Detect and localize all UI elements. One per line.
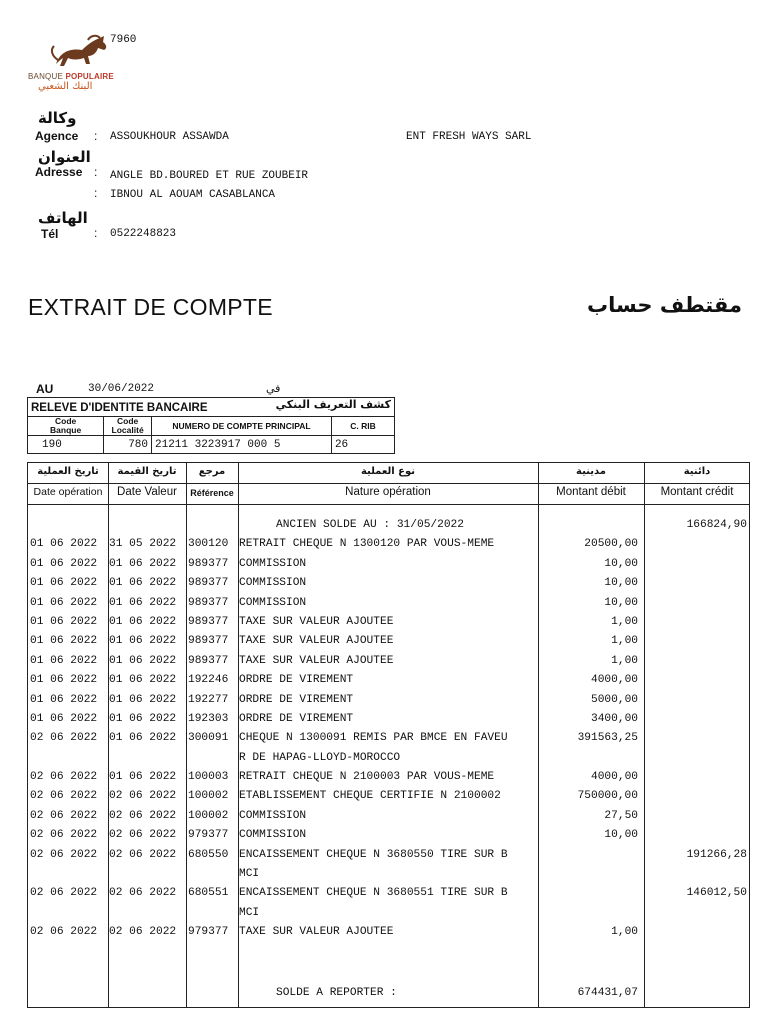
reference: 100003 xyxy=(188,771,229,784)
bank-name-latin-1: BANQUE xyxy=(28,72,63,81)
date-operation: 02 06 2022 xyxy=(30,887,98,900)
debit-amount: 4000,00 xyxy=(591,674,638,687)
nature-operation: COMMISSION xyxy=(239,596,307,609)
header-nature-ar: نوع العملية xyxy=(360,466,416,477)
reference: 100002 xyxy=(188,809,229,822)
table-row xyxy=(27,730,750,749)
rib-header-crib: C. RIB xyxy=(331,417,394,436)
debit-amount: 5000,00 xyxy=(591,693,638,706)
date-valeur: 01 06 2022 xyxy=(109,674,177,687)
nature-operation: COMMISSION xyxy=(239,829,307,842)
agency-label: Agence xyxy=(35,129,79,143)
date-valeur: 01 06 2022 xyxy=(109,732,177,745)
reference: 989377 xyxy=(188,557,229,570)
rib-header-code-banque-1: Code xyxy=(54,416,77,426)
rib-code-localite: 780 xyxy=(104,436,152,454)
rib-title-ar: كشف التعريف البنكي xyxy=(275,398,391,411)
address-label: Adresse xyxy=(35,165,83,179)
date-operation: 02 06 2022 xyxy=(30,829,98,842)
rib-header-code-localite-2: Localité xyxy=(111,425,144,435)
debit-amount: 1,00 xyxy=(611,654,638,667)
nature-operation: ETABLISSEMENT CHEQUE CERTIFIE N 2100002 xyxy=(239,790,501,803)
nature-operation: MCI xyxy=(239,868,260,881)
date-valeur: 01 06 2022 xyxy=(109,577,177,590)
document-number: 7960 xyxy=(110,34,137,46)
date-valeur: 02 06 2022 xyxy=(109,829,177,842)
date-valeur: 01 06 2022 xyxy=(109,615,177,628)
address-line-1: ANGLE BD.BOURED ET RUE ZOUBEIR xyxy=(110,170,309,182)
header-ref-ar: مرجع xyxy=(198,466,226,477)
debit-amount: 1,00 xyxy=(611,635,638,648)
nature-operation: ENCAISSEMENT CHEQUE N 3680550 TIRE SUR B xyxy=(239,848,508,861)
date-operation: 02 06 2022 xyxy=(30,771,98,784)
closing-balance-label: SOLDE A REPORTER : xyxy=(276,987,397,999)
header-date-op-ar: تاريخ العملية xyxy=(37,466,99,477)
nature-operation: COMMISSION xyxy=(239,577,307,590)
date-valeur: 02 06 2022 xyxy=(109,848,177,861)
reference: 192303 xyxy=(188,712,229,725)
debit-amount: 1,00 xyxy=(611,926,638,939)
date-operation: 02 06 2022 xyxy=(30,809,98,822)
nature-operation: MCI xyxy=(239,906,260,919)
date-operation: 02 06 2022 xyxy=(30,926,98,939)
nature-operation: ORDRE DE VIREMENT xyxy=(239,674,354,687)
header-divider xyxy=(28,504,749,505)
reference: 979377 xyxy=(188,829,229,842)
date-valeur: 01 06 2022 xyxy=(109,635,177,648)
debit-amount: 10,00 xyxy=(604,577,638,590)
client-name: ENT FRESH WAYS SARL xyxy=(406,131,532,143)
rib-header-numero: NUMERO DE COMPTE PRINCIPAL xyxy=(152,417,332,436)
reference: 989377 xyxy=(188,635,229,648)
date-valeur: 01 06 2022 xyxy=(109,771,177,784)
reference: 989377 xyxy=(188,654,229,667)
date-valeur: 02 06 2022 xyxy=(109,926,177,939)
date-operation: 02 06 2022 xyxy=(30,790,98,803)
opening-balance-row xyxy=(27,517,750,536)
table-row xyxy=(27,692,750,711)
phone-label: Tél xyxy=(41,227,59,241)
credit-amount: 146012,50 xyxy=(686,887,747,900)
table-row xyxy=(27,575,750,594)
header-credit-ar: دائنية xyxy=(683,466,711,477)
phone-value: 0522248823 xyxy=(110,228,177,240)
table-row xyxy=(27,847,750,866)
rib-header-code-localite xyxy=(104,417,152,436)
debit-amount: 4000,00 xyxy=(591,771,638,784)
table-row xyxy=(27,788,750,807)
date-valeur: 02 06 2022 xyxy=(109,887,177,900)
header-date-val-ar: تاريخ القيمة xyxy=(117,466,177,477)
rib-table xyxy=(27,397,395,454)
debit-amount: 10,00 xyxy=(604,557,638,570)
agency-value: ASSOUKHOUR ASSAWDA xyxy=(110,131,229,143)
reference: 192246 xyxy=(188,674,229,687)
header-date-val: Date Valeur xyxy=(117,486,177,498)
bank-name-latin-2: POPULAIRE xyxy=(65,72,114,81)
table-row xyxy=(27,905,750,924)
date-valeur: 02 06 2022 xyxy=(109,790,177,803)
table-row xyxy=(27,711,750,730)
nature-operation: COMMISSION xyxy=(239,809,307,822)
date-operation: 01 06 2022 xyxy=(30,557,98,570)
nature-operation: RETRAIT CHEQUE N 1300120 PAR VOUS-MEME xyxy=(239,538,495,551)
nature-operation: TAXE SUR VALEUR AJOUTEE xyxy=(239,654,394,667)
header-divider xyxy=(28,483,749,484)
date-valeur: 01 06 2022 xyxy=(109,596,177,609)
table-row xyxy=(27,827,750,846)
debit-amount: 10,00 xyxy=(604,596,638,609)
debit-amount: 10,00 xyxy=(604,829,638,842)
colon: : xyxy=(94,226,98,240)
date-operation: 02 06 2022 xyxy=(30,732,98,745)
rib-account-number: 21211 3223917 000 5 xyxy=(152,436,332,454)
statement-date-label-ar: في xyxy=(266,382,281,395)
date-valeur: 02 06 2022 xyxy=(109,809,177,822)
address-line-2: IBNOU AL AOUAM CASABLANCA xyxy=(110,189,276,201)
credit-amount: 191266,28 xyxy=(686,848,747,861)
address-label-ar: العنوان xyxy=(38,148,91,166)
nature-operation: ORDRE DE VIREMENT xyxy=(239,712,354,725)
table-row xyxy=(27,614,750,633)
date-operation: 01 06 2022 xyxy=(30,596,98,609)
table-row xyxy=(27,536,750,555)
table-row xyxy=(27,672,750,691)
rib-header-code-banque-2: Banque xyxy=(50,425,82,435)
reference: 300091 xyxy=(188,732,229,745)
reference: 100002 xyxy=(188,790,229,803)
table-row xyxy=(27,808,750,827)
rib-header-code-localite-1: Code xyxy=(116,416,139,426)
debit-amount: 750000,00 xyxy=(577,790,638,803)
nature-operation: TAXE SUR VALEUR AJOUTEE xyxy=(239,926,394,939)
nature-operation: TAXE SUR VALEUR AJOUTEE xyxy=(239,635,394,648)
colon: : xyxy=(94,129,98,143)
nature-operation: TAXE SUR VALEUR AJOUTEE xyxy=(239,615,394,628)
date-valeur: 01 06 2022 xyxy=(109,557,177,570)
debit-amount: 20500,00 xyxy=(584,538,638,551)
table-row xyxy=(27,653,750,672)
nature-operation: RETRAIT CHEQUE N 2100003 PAR VOUS-MEME xyxy=(239,771,495,784)
statement-date: 30/06/2022 xyxy=(88,383,155,395)
rib-key: 26 xyxy=(331,436,394,454)
closing-balance-debit: 674431,07 xyxy=(577,987,638,999)
transaction-rows xyxy=(27,517,750,944)
header-debit-ar: مدينية xyxy=(576,466,606,477)
opening-balance-label: ANCIEN SOLDE AU : 31/05/2022 xyxy=(276,519,464,531)
table-row xyxy=(27,556,750,575)
date-valeur: 31 05 2022 xyxy=(109,538,177,551)
date-operation: 01 06 2022 xyxy=(30,538,98,551)
colon: : xyxy=(94,165,98,179)
reference: 680550 xyxy=(188,848,229,861)
rib-header-code-banque xyxy=(28,417,104,436)
opening-balance-credit: 166824,90 xyxy=(686,519,747,531)
table-row xyxy=(27,750,750,769)
debit-amount: 391563,25 xyxy=(577,732,638,745)
date-operation: 01 06 2022 xyxy=(30,654,98,667)
date-operation: 01 06 2022 xyxy=(30,674,98,687)
bank-name-arabic: البنك الشعبي xyxy=(38,81,93,92)
reference: 192277 xyxy=(188,693,229,706)
date-operation: 01 06 2022 xyxy=(30,712,98,725)
table-row xyxy=(27,769,750,788)
date-operation: 01 06 2022 xyxy=(30,615,98,628)
header-debit: Montant débit xyxy=(556,486,626,498)
nature-operation: ENCAISSEMENT CHEQUE N 3680551 TIRE SUR B xyxy=(239,887,508,900)
date-operation: 02 06 2022 xyxy=(30,848,98,861)
page-title: EXTRAIT DE COMPTE xyxy=(28,294,273,320)
nature-operation: ORDRE DE VIREMENT xyxy=(239,693,354,706)
reference: 680551 xyxy=(188,887,229,900)
colon: : xyxy=(94,186,98,200)
header-ref: Référence xyxy=(190,488,234,498)
date-operation: 01 06 2022 xyxy=(30,635,98,648)
date-valeur: 01 06 2022 xyxy=(109,712,177,725)
page-title-ar: مقتطف حساب xyxy=(587,293,742,317)
date-valeur: 01 06 2022 xyxy=(109,654,177,667)
header-nature: Nature opération xyxy=(345,486,431,498)
phone-label-ar: الهاتف xyxy=(38,209,88,227)
rib-title: RELEVE D'IDENTITE BANCAIRE xyxy=(31,402,208,414)
debit-amount: 1,00 xyxy=(611,615,638,628)
rib-title-cell xyxy=(28,398,395,417)
nature-operation: R DE HAPAG-LLOYD-MOROCCO xyxy=(239,751,401,764)
reference: 300120 xyxy=(188,538,229,551)
table-row xyxy=(27,885,750,904)
debit-amount: 3400,00 xyxy=(591,712,638,725)
header-date-op: Date opération xyxy=(33,486,103,498)
date-valeur: 01 06 2022 xyxy=(109,693,177,706)
rib-code-banque: 190 xyxy=(28,436,104,454)
reference: 989377 xyxy=(188,596,229,609)
header-credit: Montant crédit xyxy=(660,486,734,498)
table-row xyxy=(27,866,750,885)
date-operation: 01 06 2022 xyxy=(30,577,98,590)
debit-amount: 27,50 xyxy=(604,809,638,822)
statement-date-label: AU xyxy=(36,382,54,396)
date-operation: 01 06 2022 xyxy=(30,693,98,706)
table-row xyxy=(27,595,750,614)
agency-label-ar: وكالة xyxy=(38,109,77,127)
reference: 979377 xyxy=(188,926,229,939)
table-row xyxy=(27,924,750,943)
reference: 989377 xyxy=(188,577,229,590)
table-row xyxy=(27,633,750,652)
nature-operation: CHEQUE N 1300091 REMIS PAR BMCE EN FAVEU xyxy=(239,732,508,745)
reference: 989377 xyxy=(188,615,229,628)
closing-balance-row xyxy=(27,985,750,1004)
nature-operation: COMMISSION xyxy=(239,557,307,570)
